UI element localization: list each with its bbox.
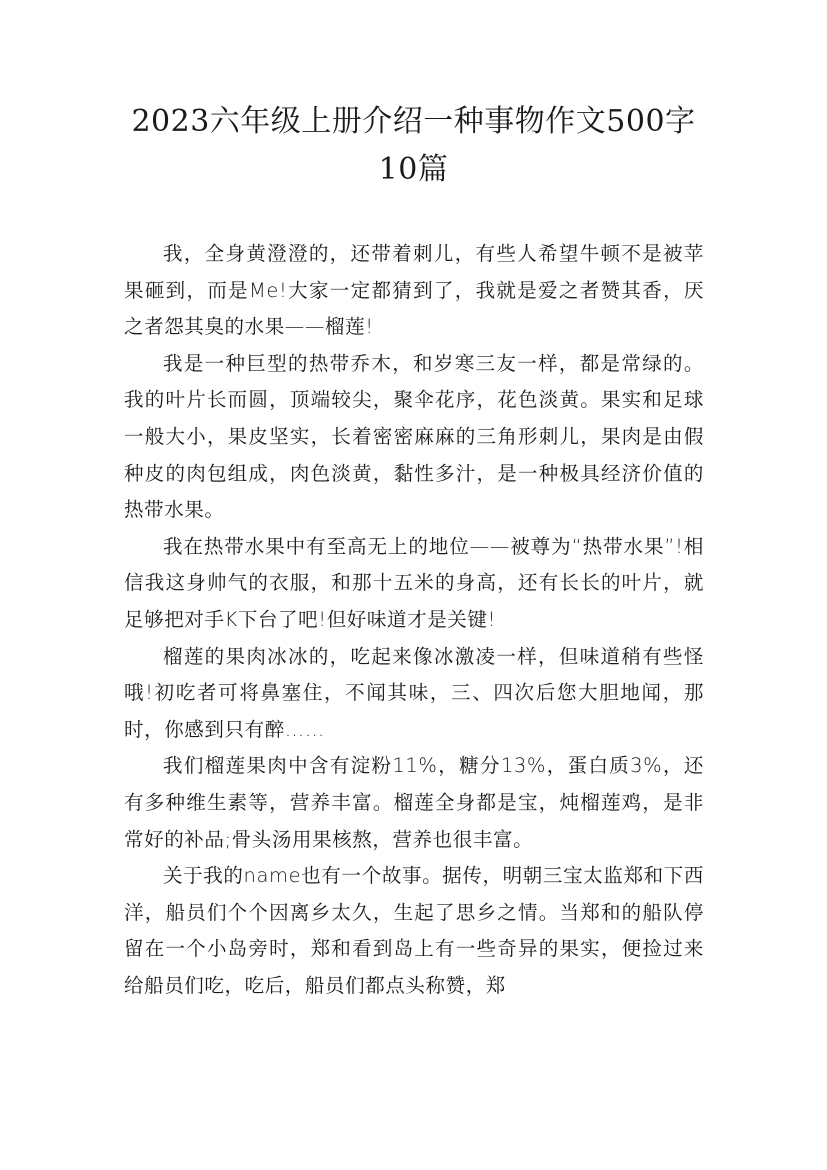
paragraph: 我，全身黄澄澄的，还带着刺儿，有些人希望牛顿不是被苹果砸到，而是Me!大家一定都猜到了，我就是爱之者赞其香，厌之者怨其臭的水果——榴莲!	[124, 242, 704, 339]
document-body	[124, 236, 704, 1004]
paragraph: 我们榴莲果肉中含有淀粉11%，糖分13%，蛋白质3%，还有多种维生素等，营养丰富。榴莲全身都是宝，炖榴莲鸡，是非常好的补品;骨头汤用果核熬，营养也很丰富。	[124, 754, 704, 851]
paragraph: 关于我的name也有一个故事。据传，明朝三宝太监郑和下西洋，船员们个个因离乡太久，生起了思乡之情。当郑和的船队停留在一个小岛旁时，郑和看到岛上有一些奇异的果实，便捡过来给船员们吃，吃后，船员们都点头称赞，郑	[124, 864, 704, 997]
title-line-1: 2023六年级上册介绍一种事物作文500字	[131, 104, 696, 139]
paragraph: 我在热带水果中有至高无上的地位——被尊为“热带水果”!相信我这身帅气的衣服，和那十五米的身高，还有长长的叶片，就足够把对手K下台了吧!但好味道才是关键!	[124, 534, 704, 631]
document-title	[100, 98, 727, 194]
paragraph: 榴莲的果肉冰冰的，吃起来像冰激凌一样，但味道稍有些怪哦!初吃者可将鼻塞住，不闻其味，三、四次后您大胆地闻，那时，你感到只有醉……	[124, 644, 704, 741]
title-line-2: 10篇	[378, 152, 449, 187]
paragraph: 我是一种巨型的热带乔木，和岁寒三友一样，都是常绿的。我的叶片长而圆，顶端较尖，聚伞花序，花色淡黄。果实和足球一般大小，果皮坚实，长着密密麻麻的三角形刺儿，果肉是由假种皮的肉包组成，肉色淡黄，黏性多汁，是一种极具经济价值的热带水果。	[124, 351, 704, 522]
